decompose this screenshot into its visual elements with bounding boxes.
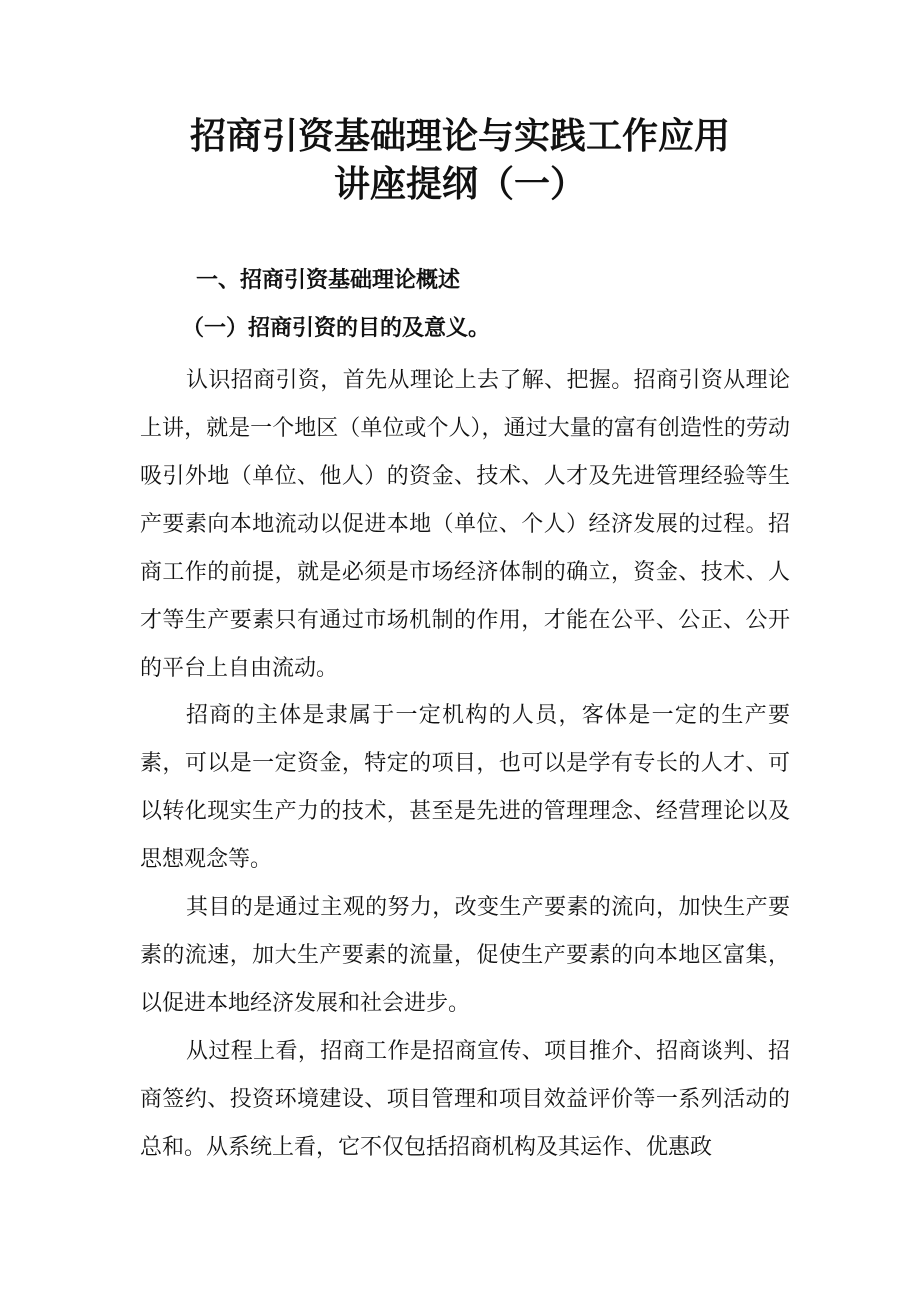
paragraph-4: 从过程上看，招商工作是招商宣传、项目推介、招商谈判、招商签约、投资环境建设、项目管理和项目效益评价等一系列活动的总和。从系统上看，它不仅包括招商机构及其运作、优惠政 xyxy=(140,1039,790,1160)
document-title-line-1: 招商引资基础理论与实践工作应用 xyxy=(189,115,730,157)
paragraph-3: 其目的是通过主观的努力，改变生产要素的流向，加快生产要素的流速，加大生产要素的流量，促使生产要素的向本地区富集，以促进本地经济发展和社会进步。 xyxy=(140,895,790,1016)
paragraph-2: 招商的主体是隶属于一定机构的人员，客体是一定的生产要素，可以是一定资金，特定的项目，也可以是学有专长的人才、可以转化现实生产力的技术，甚至是先进的管理理念、经营理论以及思想观念等。 xyxy=(140,703,790,872)
subsection-heading: （一）招商引资的目的及意义。 xyxy=(182,316,491,341)
paragraph-1: 认识招商引资，首先从理论上去了解、把握。招商引资从理论上讲，就是一个地区（单位或个人），通过大量的富有创造性的劳动吸引外地（单位、他人）的资金、技术、人才及先进管理经验等生产要素向本地流动以促进本地（单位、个人）经济发展的过程。招商工作的前提，就是必须是市场经济体制的确立，资金、技术、人才等生产要素只有通过市场机制的作用，才能在公平、公正、公开的平台上自由流动。 xyxy=(140,368,790,681)
section-heading: 一、招商引资基础理论概述 xyxy=(196,268,461,293)
document-title-line-2: 讲座提纲（一） xyxy=(333,163,586,205)
